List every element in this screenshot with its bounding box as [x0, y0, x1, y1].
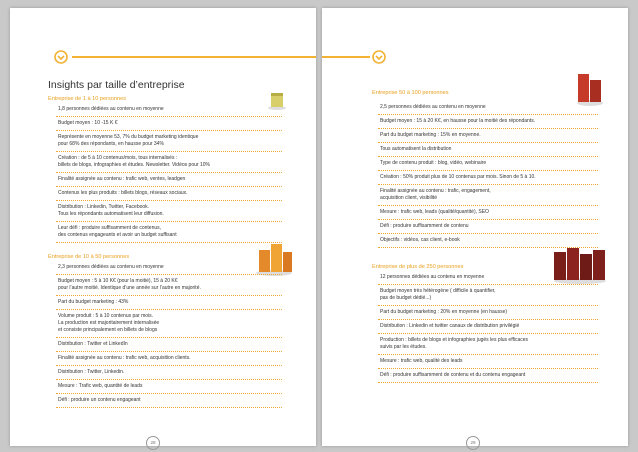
left-page	[10, 8, 316, 446]
list-item: acquisition client, visibilité	[380, 195, 437, 201]
dotted-separator	[378, 219, 598, 220]
logo-icon	[54, 50, 68, 64]
list-item: Finalité assignée au contenu : trafic, engagement,	[380, 188, 491, 194]
list-item: Distribution : Linkedin, Twitter, Facebook.	[58, 204, 150, 210]
list-item: Production : billets de blogs et infographies jugés les plus efficaces	[380, 337, 529, 343]
list-item: Création : 50% produit plus de 10 contenus par mois. Sinon de 5 à 10.	[380, 174, 536, 180]
list-item: Finalité assignée au contenu : trafic web, acquisition clients.	[58, 355, 191, 361]
list-item: et consiste principalement en billets de blogs	[58, 327, 158, 333]
page-number: 29	[466, 436, 480, 450]
dotted-separator	[56, 274, 282, 275]
dotted-separator	[378, 305, 598, 306]
dotted-separator	[56, 337, 282, 338]
list-item: La production est majoritairement internalisée	[58, 320, 160, 326]
list-item: Tous les répondants automatisent leur diffusion.	[58, 211, 164, 217]
dotted-separator	[378, 233, 598, 234]
list-item: Contenus les plus produits : billets blogs, réseaux sociaux.	[58, 190, 188, 196]
list-item: Volume produit : 5 à 10 contenus par mois.	[58, 313, 154, 319]
list-item: Finalité assignée au contenu : trafic web, ventes, leadgen	[58, 176, 186, 182]
list-item: Budget moyen très hétérogène ( difficile à quantifier,	[380, 288, 496, 294]
list-item: Mesure : trafic web, leads (qualité/quantité), SEO	[380, 209, 489, 215]
dotted-separator	[378, 284, 598, 285]
dotted-separator	[56, 186, 282, 187]
list-item: Part du budget marketing : 20% en moyenne (en hausse)	[380, 309, 508, 315]
dotted-separator	[56, 407, 282, 408]
right-page	[322, 8, 628, 446]
list-item: 2,5 personnes dédiées au contenu en moyenne	[380, 104, 486, 110]
dotted-separator	[56, 221, 282, 222]
dotted-separator	[56, 172, 282, 173]
product-boxes-image	[576, 70, 604, 106]
list-item: pas de budget dédié...)	[380, 295, 432, 301]
list-item: Leur défi : produire suffisamment de contenus,	[58, 225, 162, 231]
dotted-separator	[56, 130, 282, 131]
list-item: Distribution : Twitter et LinkedIn	[58, 341, 128, 347]
dotted-separator	[56, 393, 282, 394]
list-item: Distribution : Linkedin et twitter canaux de distribution privilégié	[380, 323, 520, 329]
list-item: Tous automatisent la distribution	[380, 146, 452, 152]
logo-icon	[372, 50, 386, 64]
dotted-separator	[378, 156, 598, 157]
dotted-separator	[56, 379, 282, 380]
list-item: billets de blogs, infographies et études. Newsletter. Vidéos pour 10%	[58, 162, 210, 168]
dotted-separator	[378, 333, 598, 334]
dotted-separator	[56, 151, 282, 152]
dotted-separator	[378, 170, 598, 171]
list-item: des contenus engageants et avoir un budget suffisant	[58, 232, 177, 238]
product-box-image	[266, 90, 288, 110]
list-item: 1,8 personnes dédiées au contenu en moyenne	[58, 106, 164, 112]
dotted-separator	[378, 184, 598, 185]
page-number: 28	[146, 436, 160, 450]
dotted-separator	[56, 116, 282, 117]
list-item: Défi : produire un contenu engageant	[58, 397, 141, 403]
dotted-separator	[378, 319, 598, 320]
list-item: Part du budget marketing : 15% en moyenne.	[380, 132, 481, 138]
dotted-separator	[56, 351, 282, 352]
page-title: Insights par taille d’entreprise	[48, 79, 185, 91]
list-item: Part du budget marketing : 43%	[58, 299, 129, 305]
list-item: Budget moyen : 5 à 10 K€ (pour la moitié), 15 à 20 K€	[58, 278, 178, 284]
dotted-separator	[378, 205, 598, 206]
dotted-separator	[56, 295, 282, 296]
list-item: Représente en moyenne 53, 7% du budget marketing identique	[58, 134, 199, 140]
list-item: Défi : produire suffisamment de contenu et du contenu engageant	[380, 372, 526, 378]
dotted-separator	[378, 128, 598, 129]
dotted-separator	[378, 142, 598, 143]
list-item: Défi : produire suffisamment de contenu	[380, 223, 469, 229]
list-item: Distribution : Twitter, Linkedin.	[58, 369, 125, 375]
dotted-separator	[378, 382, 598, 383]
section-title-50-100: Entreprise 50 à 100 personnes	[372, 90, 449, 96]
section-title-1-10: Entreprise de 1 à 10 personnes	[48, 96, 127, 102]
header-rule	[72, 56, 316, 58]
product-boxes-image	[552, 244, 608, 284]
list-item: Budget moyen : 15 à 20 K€, en hausse pour la moitié des répondants.	[380, 118, 536, 124]
list-item: Mesure : Trafic web, quantité de leads	[58, 383, 143, 389]
list-item: 12 personnes dédiées au contenu en moyenne	[380, 274, 485, 280]
section-title-250-plus: Entreprise de plus de 250 personnes	[372, 264, 464, 270]
dotted-separator	[56, 200, 282, 201]
product-boxes-image	[254, 240, 294, 276]
dotted-separator	[56, 309, 282, 310]
list-item: 2,3 personnes dédiées au contenu en moyenne	[58, 264, 164, 270]
list-item: Type de contenu produit : blog, vidéo, webinaire	[380, 160, 487, 166]
list-item: Mesure : trafic web, qualité des leads	[380, 358, 463, 364]
dotted-separator	[378, 247, 598, 248]
list-item: Création : de 5 à 10 contenus/mois, tous internalisés :	[58, 155, 178, 161]
list-item: Budget moyen : 10 -15 K €	[58, 120, 118, 126]
dotted-separator	[56, 365, 282, 366]
dotted-separator	[378, 114, 598, 115]
list-item: suivis par les études.	[380, 344, 427, 350]
list-item: Objectifs : vidéos, cas client, e-book	[380, 237, 460, 243]
dotted-separator	[378, 354, 598, 355]
section-title-10-50: Entreprise de 10 à 50 personnes	[48, 254, 130, 260]
header-rule	[322, 56, 370, 58]
dotted-separator	[56, 242, 282, 243]
dotted-separator	[378, 368, 598, 369]
list-item: pour l’autre moitié. Identique d’une année sur l’autre en majorité.	[58, 285, 201, 291]
list-item: pour 68% des répondants, en hausse pour 34%	[58, 141, 164, 147]
